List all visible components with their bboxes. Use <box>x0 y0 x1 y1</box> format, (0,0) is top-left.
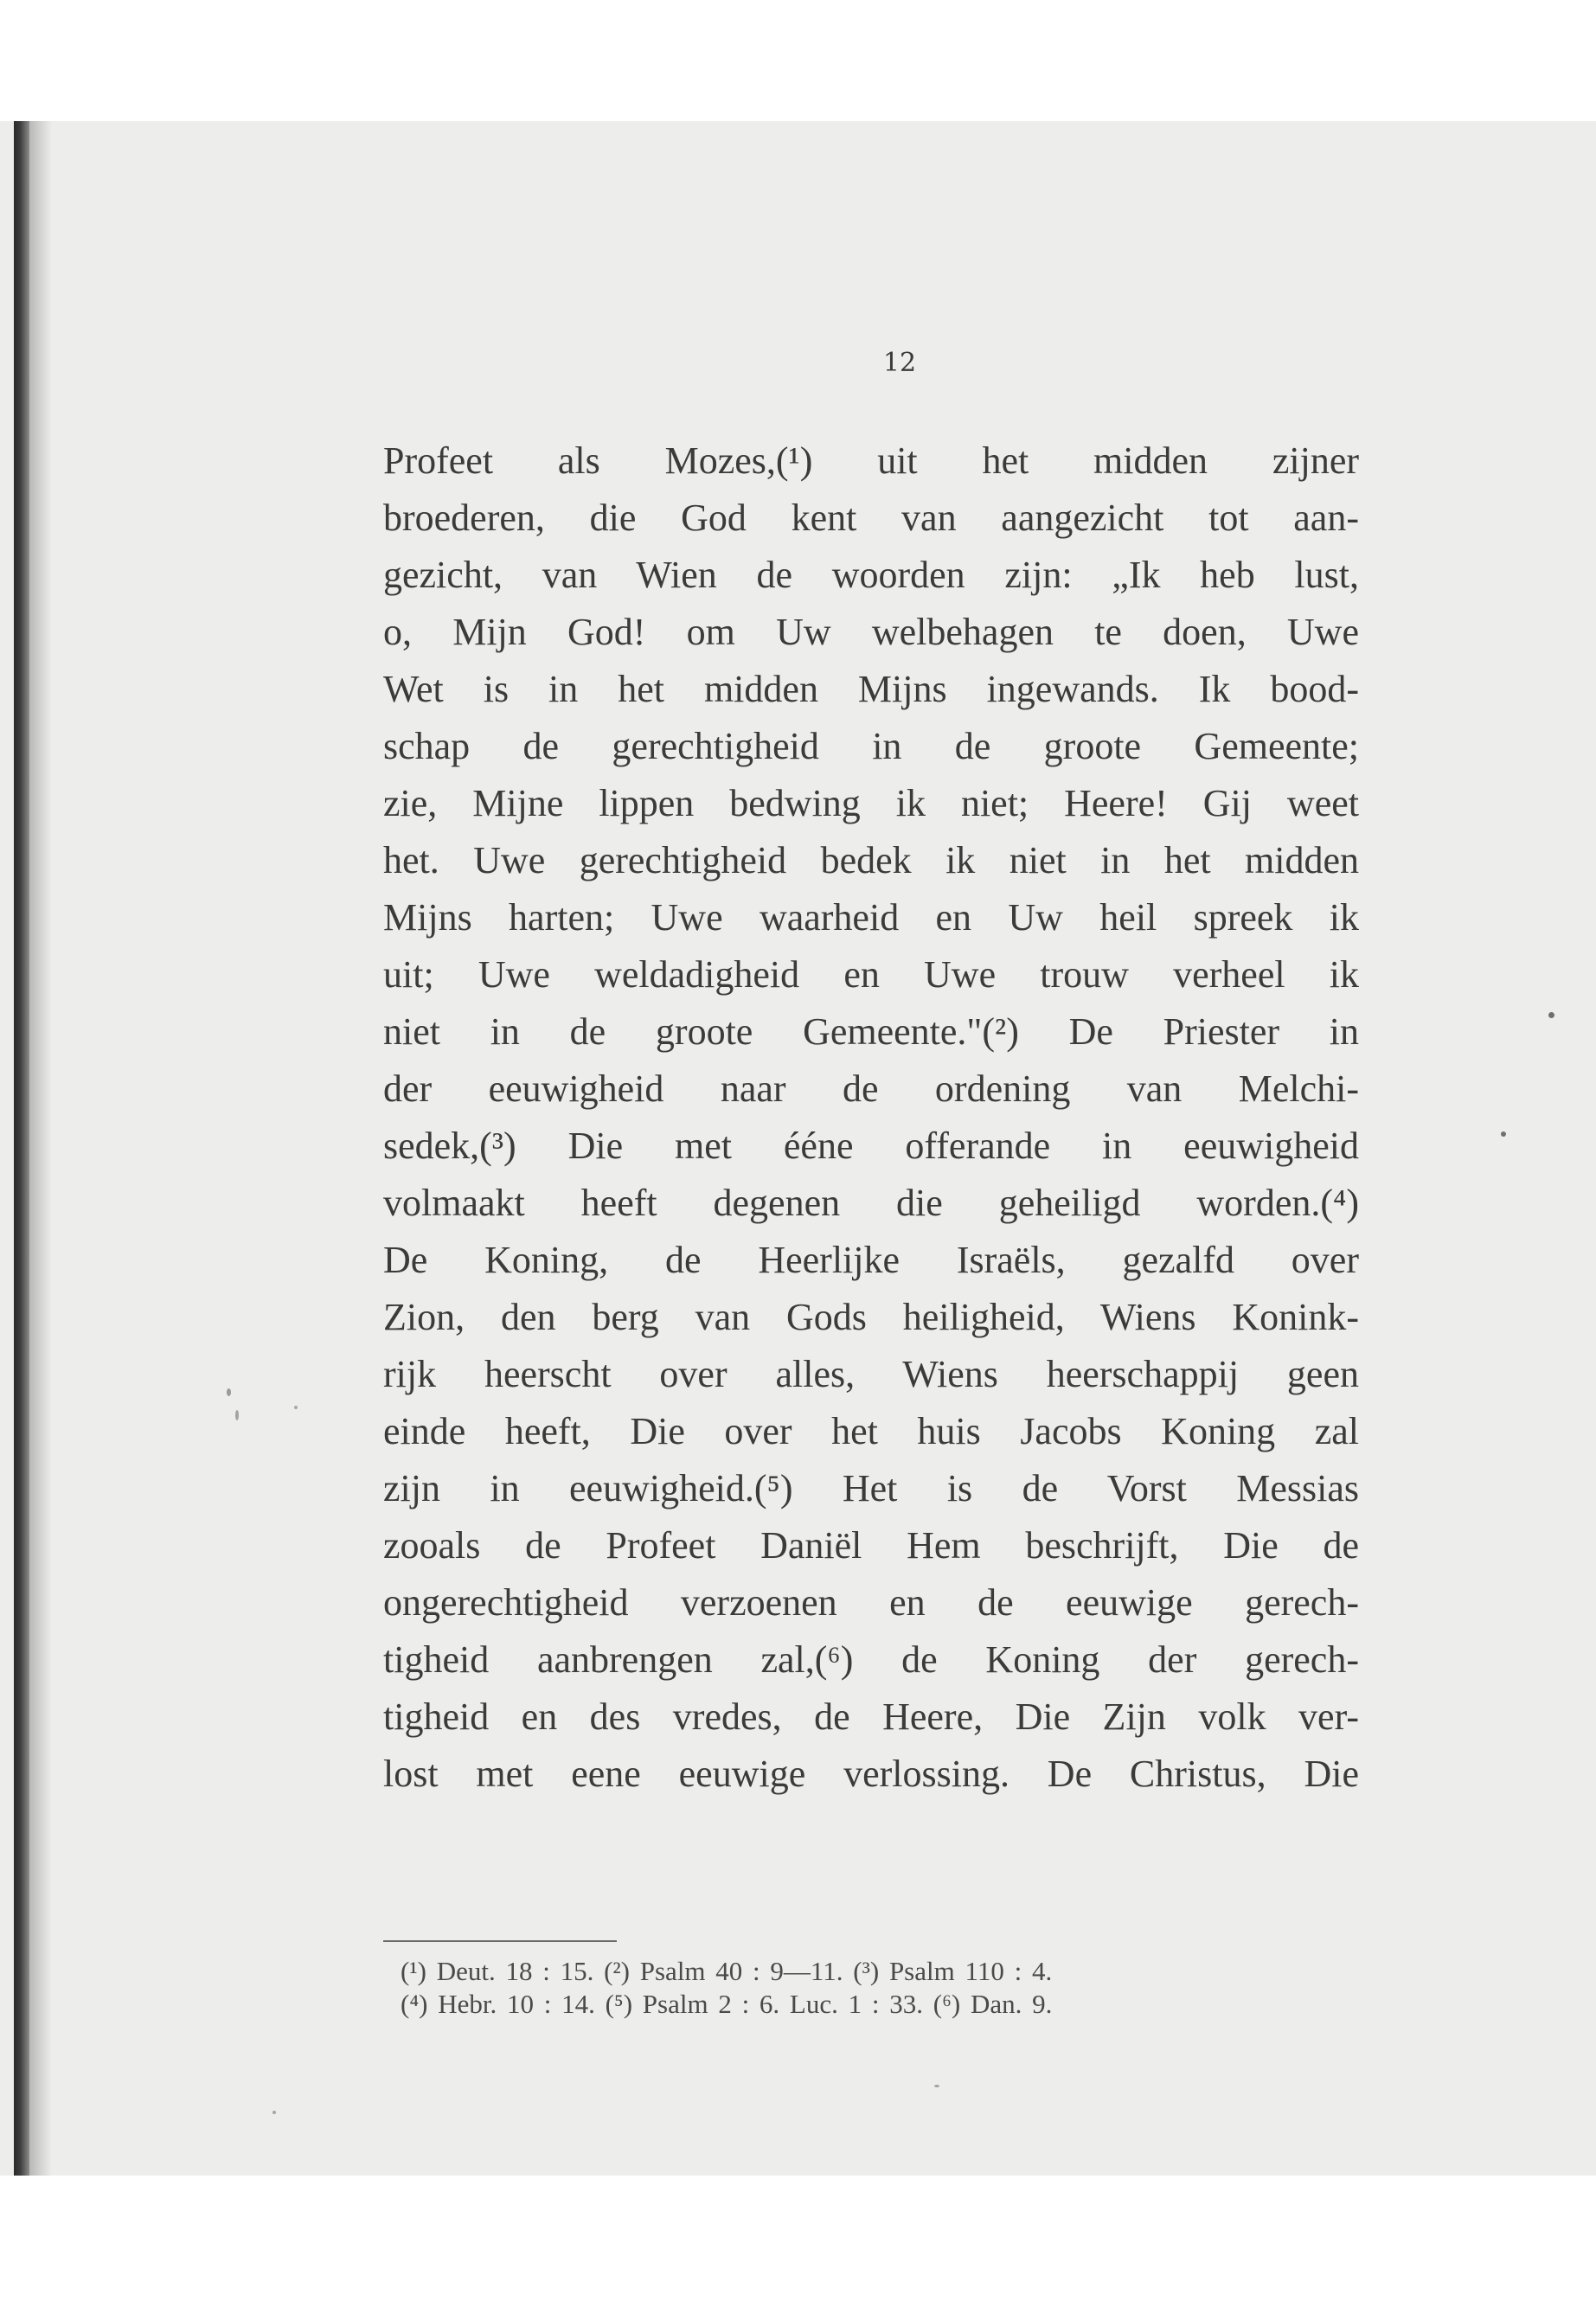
text-line: volmaakt heeft degenen die geheiligd worden.(⁴) <box>383 1182 1359 1224</box>
paper-speck <box>294 1406 298 1409</box>
text-line: tigheid aanbrengen zal,(⁶) de Koning der gerech- <box>383 1638 1359 1681</box>
paper-speck <box>1548 1012 1554 1018</box>
paper-speck <box>1501 1131 1506 1137</box>
binding-shadow <box>29 121 52 2176</box>
text-line: ongerechtigheid verzoenen en de eeuwige gerech- <box>383 1581 1359 1624</box>
text-line: De Koning, de Heerlijke Israëls, gezalfd over <box>383 1239 1359 1281</box>
paper-speck <box>272 2111 276 2114</box>
footnote-line: (¹) Deut. 18 : 15. (²) Psalm 40 : 9—11. (³) Psalm 110 : 4. <box>401 1956 1053 1986</box>
binding-edge <box>14 121 29 2176</box>
body-text <box>383 433 1359 1803</box>
text-line: zijn in eeuwigheid.(⁵) Het is de Vorst Messias <box>383 1467 1359 1509</box>
text-line: zooals de Profeet Daniël Hem beschrijft, Die de <box>383 1524 1359 1567</box>
text-line: Zion, den berg van Gods heiligheid, Wiens Konink- <box>383 1296 1359 1338</box>
book-page <box>0 121 1596 2176</box>
text-line: gezicht, van Wien de woorden zijn: „Ik heb lust, <box>383 554 1359 596</box>
paper-speck <box>235 1410 239 1420</box>
text-line: zie, Mijne lippen bedwing ik niet; Heere! Gij weet <box>383 782 1359 824</box>
paper-speck <box>934 2085 939 2087</box>
footnote-line: (⁴) Hebr. 10 : 14. (⁵) Psalm 2 : 6. Luc. 1 : 33. (⁶) Dan. 9. <box>401 1989 1053 2019</box>
text-line: uit; Uwe weldadigheid en Uwe trouw verheel ik <box>383 953 1359 996</box>
text-line: Profeet als Mozes,(¹) uit het midden zijner <box>383 439 1359 482</box>
footnote-rule <box>383 1940 617 1942</box>
text-line: niet in de groote Gemeente."(²) De Priester in <box>383 1010 1359 1053</box>
text-line: Mijns harten; Uwe waarheid en Uw heil spreek ik <box>383 896 1359 939</box>
text-line: rijk heerscht over alles, Wiens heerschappij geen <box>383 1353 1359 1395</box>
text-line: einde heeft, Die over het huis Jacobs Koning zal <box>383 1410 1359 1452</box>
text-line: o, Mijn God! om Uw welbehagen te doen, Uwe <box>383 611 1359 653</box>
text-line: het. Uwe gerechtigheid bedek ik niet in het midden <box>383 839 1359 881</box>
text-line: der eeuwigheid naar de ordening van Melchi- <box>383 1067 1359 1110</box>
footnotes <box>401 1955 1361 2021</box>
text-line: broederen, die God kent van aangezicht tot aan- <box>383 497 1359 539</box>
text-line: sedek,(³) Die met ééne offerande in eeuwigheid <box>383 1125 1359 1167</box>
page-number: 12 <box>882 348 917 378</box>
text-line: Wet is in het midden Mijns ingewands. Ik bood- <box>383 668 1359 710</box>
text-line: lost met eene eeuwige verlossing. De Christus, Die <box>383 1753 1359 1795</box>
text-line: schap de gerechtigheid in de groote Gemeente; <box>383 725 1359 767</box>
text-line: tigheid en des vredes, de Heere, Die Zijn volk ver- <box>383 1695 1359 1738</box>
paper-speck <box>227 1388 231 1396</box>
